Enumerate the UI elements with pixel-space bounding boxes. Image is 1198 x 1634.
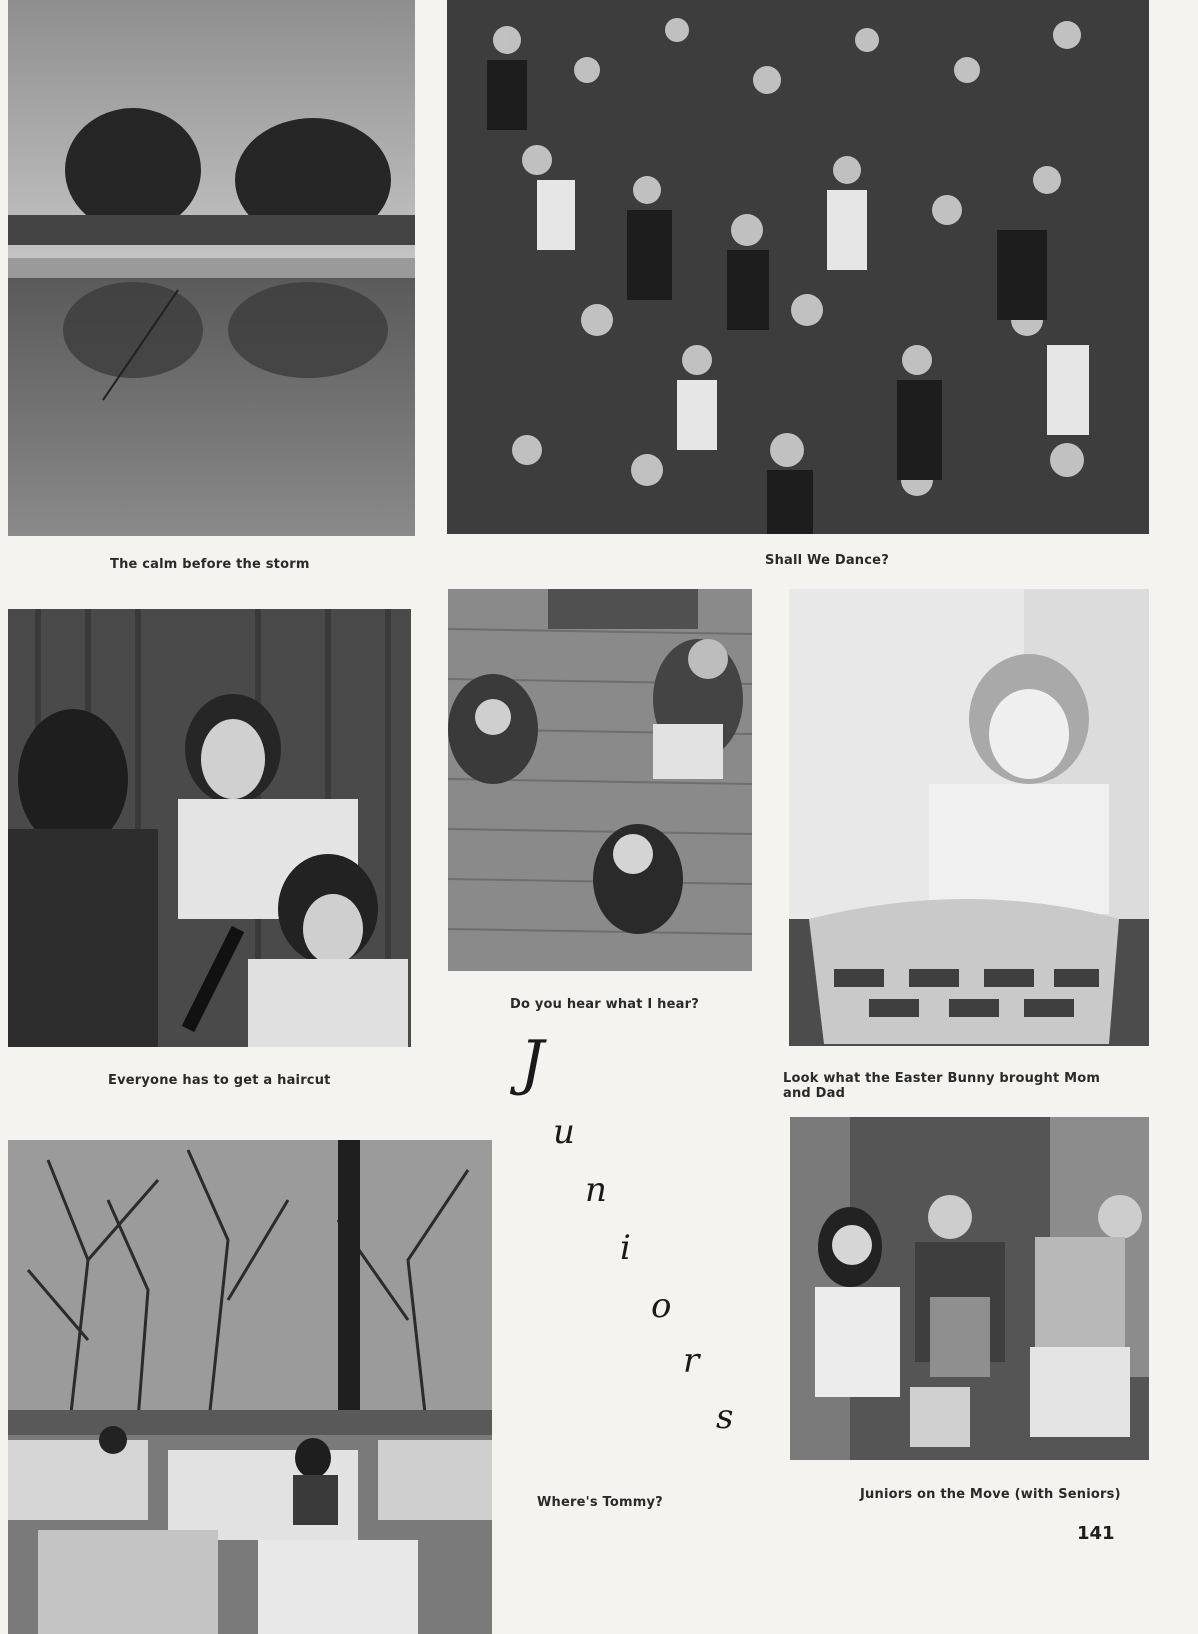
caption-pool: The calm before the storm [110,557,310,572]
photo-dance [447,0,1149,534]
photo-haircut [8,609,411,1047]
photo-pool [8,0,415,536]
caption-parking: Where's Tommy? [537,1495,663,1510]
pool-image [8,0,415,536]
floor-image [448,589,752,971]
caption-move: Juniors on the Move (with Seniors) [860,1487,1121,1502]
title-letter-n: n [585,1170,607,1210]
photo-basket [789,589,1149,1046]
move-image [790,1117,1149,1460]
parking-image [8,1140,492,1634]
title-letter-j: J [520,1028,545,1098]
caption-haircut: Everyone has to get a haircut [108,1073,331,1088]
title-letter-r: r [683,1341,700,1381]
caption-basket: Look what the Easter Bunny brought Mom and Dad [783,1071,1101,1101]
title-letter-u: u [553,1112,575,1152]
photo-move [790,1117,1149,1460]
title-letter-s: s [716,1397,734,1437]
basket-image [789,589,1149,1046]
dance-image [447,0,1149,534]
photo-floor [448,589,752,971]
caption-floor: Do you hear what I hear? [510,997,699,1012]
title-letter-i: i [620,1228,631,1268]
page-number: 141 [1077,1523,1115,1544]
caption-dance: Shall We Dance? [765,553,889,568]
title-letter-o: o [651,1286,672,1326]
haircut-image [8,609,411,1047]
photo-parking [8,1140,492,1634]
